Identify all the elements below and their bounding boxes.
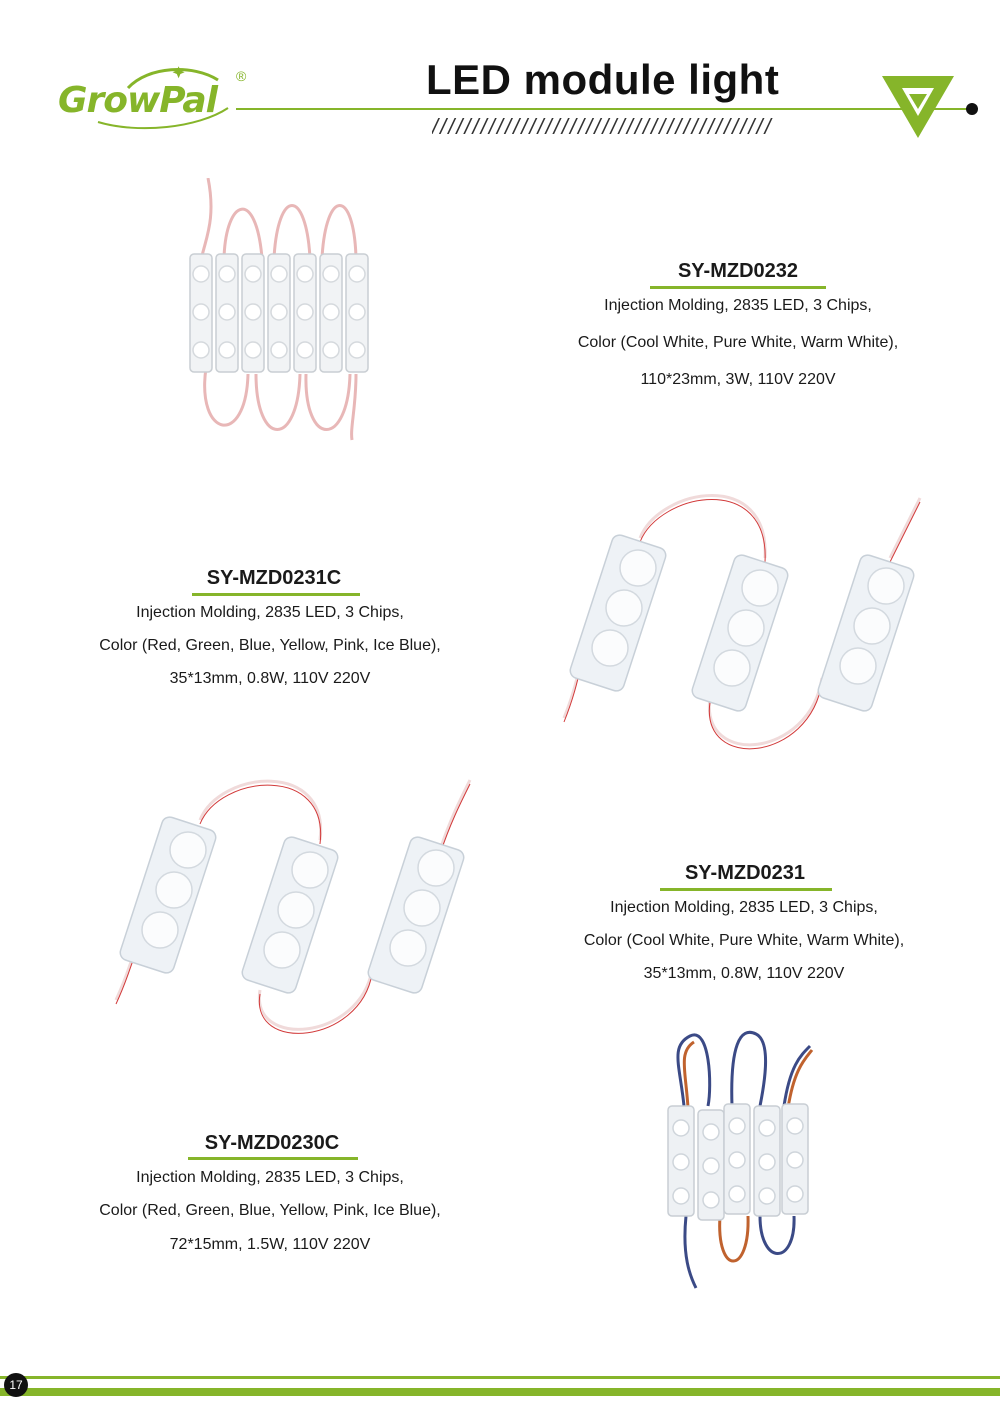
product-spec-line: 72*15mm, 1.5W, 110V 220V — [169, 1236, 371, 1253]
header-hatch: ////////////////////////////////////////// — [432, 114, 773, 138]
brand-logo — [58, 62, 258, 132]
header-dot — [966, 103, 978, 115]
product-spec-line: Color (Cool White, Pure White, Warm White), — [577, 334, 899, 351]
brand-name: GrowPal — [58, 80, 218, 121]
product-spec-line: 110*23mm, 3W, 110V 220V — [640, 371, 836, 388]
product-code-underline — [192, 593, 360, 596]
product-spec-line: 35*13mm, 0.8W, 110V 220V — [643, 965, 845, 982]
product-spec-line: Injection Molding, 2835 LED, 3 Chips, — [136, 1169, 404, 1186]
product-code: SY-MZD0230C — [204, 1132, 340, 1154]
product-code-underline — [660, 888, 832, 891]
product-spec-line: Color (Red, Green, Blue, Yellow, Pink, Ice Blue), — [99, 637, 441, 654]
product-spec-line: Injection Molding, 2835 LED, 3 Chips, — [610, 899, 878, 916]
product-image-sy-mzd0231 — [110, 770, 480, 1040]
header-rule — [236, 108, 972, 110]
registered-mark: ® — [236, 68, 247, 84]
product-spec-line: 35*13mm, 0.8W, 110V 220V — [169, 670, 371, 687]
page-number: 17 — [4, 1373, 28, 1397]
product-image-sy-mzd0230c — [660, 1026, 820, 1296]
footer-bar — [0, 1388, 1000, 1396]
product-spec-line: Injection Molding, 2835 LED, 3 Chips, — [604, 297, 872, 314]
product-code: SY-MZD0231C — [206, 567, 342, 589]
product-spec-line: Color (Red, Green, Blue, Yellow, Pink, Ice Blue), — [99, 1202, 441, 1219]
product-image-sy-mzd0231c — [560, 478, 930, 758]
product-spec-line: Color (Cool White, Pure White, Warm White), — [583, 932, 905, 949]
product-code-underline — [188, 1157, 358, 1160]
product-image-sy-mzd0232 — [186, 178, 376, 446]
product-code-underline — [650, 286, 826, 289]
product-code: SY-MZD0232 — [677, 260, 799, 282]
product-spec-line: Injection Molding, 2835 LED, 3 Chips, — [136, 604, 404, 621]
page-title: LED module light — [426, 56, 780, 103]
product-code: SY-MZD0231 — [684, 862, 806, 884]
triangle-down-icon — [880, 74, 956, 140]
footer-rule — [0, 1376, 1000, 1379]
